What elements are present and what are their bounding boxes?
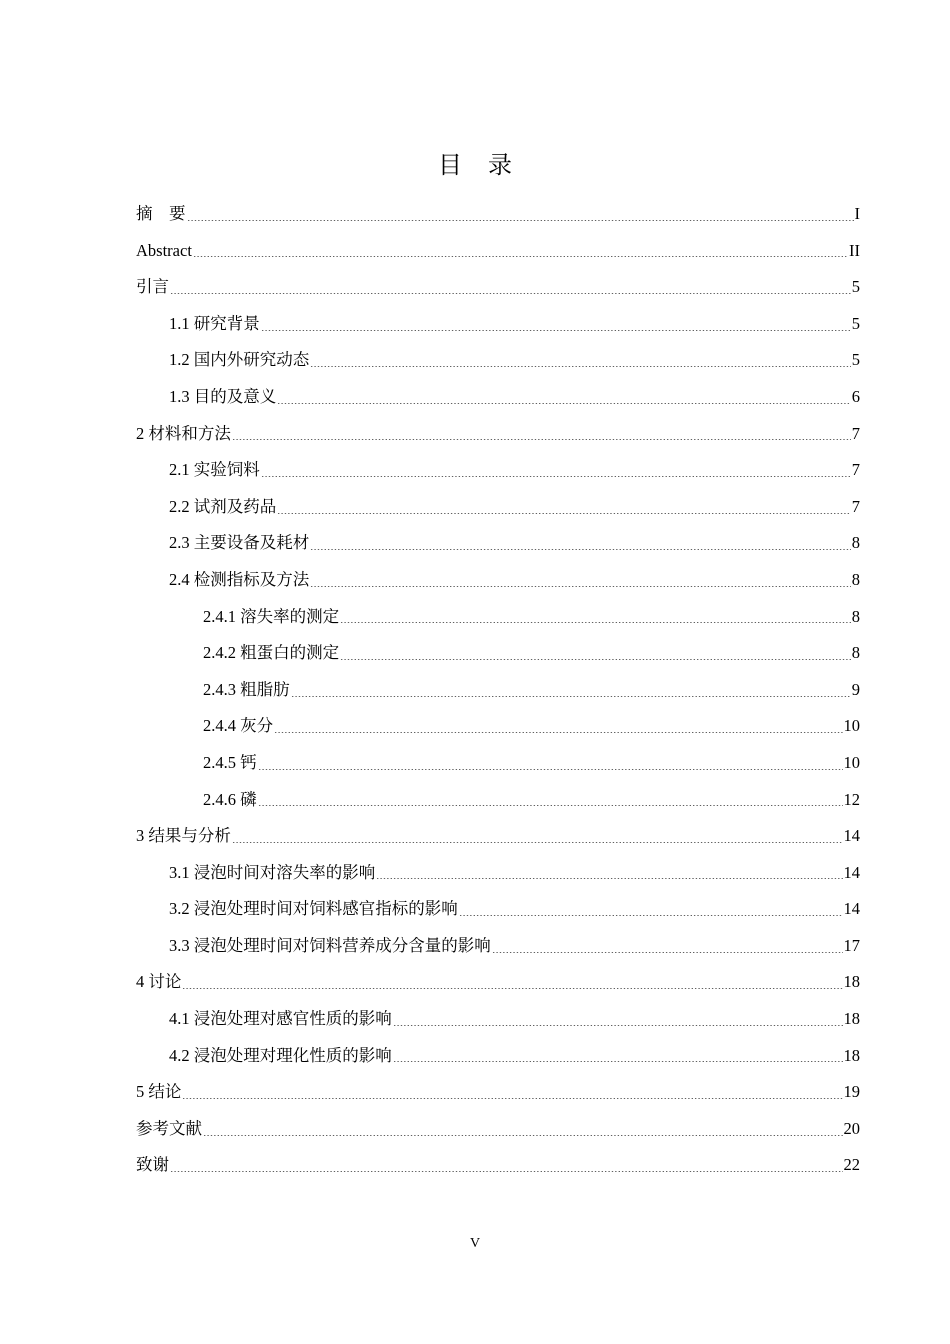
toc-entry-label: 1.2 国内外研究动态 [169, 350, 310, 370]
toc-entry-label: 3.3 浸泡处理时间对饲料营养成分含量的影响 [169, 935, 491, 955]
toc-entry-label: 2.4.1 溶失率的测定 [203, 606, 340, 626]
toc-dot-leader [291, 696, 851, 697]
toc-dot-leader [340, 659, 851, 660]
toc-entry-label: 引言 [136, 277, 169, 297]
toc-entry-page: 18 [843, 1045, 860, 1065]
toc-entry-page: 10 [843, 716, 860, 736]
toc-dot-leader [203, 1135, 843, 1136]
toc-entry-page: 12 [843, 789, 860, 809]
toc-entry-label: 2.1 实验饲料 [169, 460, 260, 480]
toc-entry-label: 2.4.2 粗蛋白的测定 [203, 643, 340, 663]
toc-entry-page: 7 [851, 423, 860, 443]
page-number: V [469, 1236, 481, 1251]
title-part-2: 录 [488, 151, 512, 179]
toc-entry-page: I [854, 204, 860, 223]
toc-entry-label: 3 结果与分析 [136, 826, 231, 846]
table-of-contents [136, 196, 860, 1184]
toc-entry[interactable] [136, 1001, 860, 1038]
toc-entry-label: 4.1 浸泡处理对感官性质的影响 [169, 1009, 392, 1029]
toc-dot-leader [310, 586, 851, 587]
toc-entry[interactable] [136, 599, 860, 636]
toc-entry[interactable] [136, 928, 860, 965]
toc-entry[interactable] [136, 489, 860, 526]
toc-entry-page: 6 [851, 386, 860, 406]
toc-entry[interactable] [136, 891, 860, 928]
toc-dot-leader [310, 549, 851, 550]
toc-entry[interactable] [136, 342, 860, 379]
toc-entry-label: 2.4.6 磷 [203, 789, 257, 809]
toc-entry-page: 8 [851, 643, 860, 663]
toc-entry-page: 22 [843, 1155, 860, 1175]
page-title [0, 148, 950, 182]
toc-entry-label: 参考文献 [136, 1118, 202, 1138]
toc-entry-page: 14 [843, 862, 860, 882]
toc-entry[interactable] [136, 708, 860, 745]
toc-dot-leader [459, 915, 843, 916]
toc-entry[interactable] [136, 452, 860, 489]
toc-entry[interactable] [136, 782, 860, 819]
toc-entry-label: 1.3 目的及意义 [169, 386, 277, 406]
toc-dot-leader [393, 1061, 843, 1062]
toc-entry-label: 2.4.3 粗脂肪 [203, 679, 290, 699]
toc-entry-label: 摘 要 [136, 204, 186, 223]
toc-entry[interactable] [136, 306, 860, 343]
toc-entry[interactable] [136, 1074, 860, 1111]
toc-entry-page: 17 [843, 935, 860, 955]
toc-entry-page: 14 [843, 826, 860, 846]
toc-entry[interactable] [136, 525, 860, 562]
toc-entry-label: 4 讨论 [136, 972, 182, 992]
toc-dot-leader [376, 878, 842, 879]
toc-dot-leader [274, 732, 842, 733]
toc-entry-page: 14 [843, 899, 860, 919]
toc-dot-leader [187, 220, 854, 221]
toc-dot-leader [232, 842, 843, 843]
toc-entry-page: 7 [851, 496, 860, 516]
toc-dot-leader [182, 1098, 842, 1099]
toc-entry-page: 5 [851, 350, 860, 370]
toc-entry-page: 7 [851, 460, 860, 480]
toc-dot-leader [492, 952, 843, 953]
toc-dot-leader [277, 513, 851, 514]
toc-entry[interactable] [136, 379, 860, 416]
toc-entry-label: Abstract [136, 240, 192, 260]
toc-entry-label: 致谢 [136, 1155, 169, 1175]
toc-entry[interactable] [136, 1147, 860, 1184]
toc-entry-label: 2.4 检测指标及方法 [169, 569, 310, 589]
toc-entry[interactable] [136, 745, 860, 782]
toc-dot-leader [310, 366, 851, 367]
toc-entry[interactable] [136, 233, 860, 270]
toc-dot-leader [258, 805, 843, 806]
toc-entry-label: 2 材料和方法 [136, 423, 231, 443]
toc-entry[interactable] [136, 1038, 860, 1075]
toc-entry-label: 2.3 主要设备及耗材 [169, 533, 310, 553]
toc-entry[interactable] [136, 196, 860, 233]
toc-entry-label: 3.1 浸泡时间对溶失率的影响 [169, 862, 376, 882]
toc-dot-leader [393, 1025, 843, 1026]
toc-entry-page: 19 [843, 1082, 860, 1102]
toc-entry[interactable] [136, 855, 860, 892]
toc-dot-leader [340, 622, 851, 623]
toc-entry-page: 18 [843, 972, 860, 992]
toc-entry-label: 1.1 研究背景 [169, 313, 260, 333]
toc-dot-leader [261, 330, 851, 331]
toc-entry-label: 2.4.4 灰分 [203, 716, 274, 736]
toc-dot-leader [261, 476, 851, 477]
toc-entry-page: 20 [843, 1118, 860, 1138]
toc-entry[interactable] [136, 1111, 860, 1148]
toc-entry-page: 8 [851, 569, 860, 589]
toc-entry[interactable] [136, 818, 860, 855]
toc-entry-page: 18 [843, 1009, 860, 1029]
toc-entry-label: 2.4.5 钙 [203, 752, 257, 772]
toc-entry[interactable] [136, 269, 860, 306]
toc-entry-label: 3.2 浸泡处理时间对饲料感官指标的影响 [169, 899, 458, 919]
toc-entry-page: 5 [851, 277, 860, 297]
toc-entry[interactable] [136, 672, 860, 709]
toc-entry[interactable] [136, 964, 860, 1001]
toc-entry-page: 8 [851, 606, 860, 626]
toc-entry-page: 10 [843, 752, 860, 772]
toc-entry-page: 9 [851, 679, 860, 699]
toc-dot-leader [193, 256, 848, 257]
toc-entry-page: II [849, 240, 860, 260]
toc-entry-label: 5 结论 [136, 1082, 182, 1102]
toc-dot-leader [232, 439, 851, 440]
toc-entry-page: 8 [851, 533, 860, 553]
toc-entry-label: 2.2 试剂及药品 [169, 496, 277, 516]
toc-entry[interactable] [136, 416, 860, 453]
toc-entry-label: 4.2 浸泡处理对理化性质的影响 [169, 1045, 392, 1065]
toc-dot-leader [170, 293, 851, 294]
toc-dot-leader [277, 403, 851, 404]
toc-dot-leader [258, 769, 843, 770]
toc-dot-leader [170, 1171, 843, 1172]
toc-entry-page: 5 [851, 313, 860, 333]
toc-entry[interactable] [136, 635, 860, 672]
toc-entry[interactable] [136, 562, 860, 599]
title-part-1: 目 [438, 151, 462, 179]
toc-dot-leader [182, 988, 842, 989]
